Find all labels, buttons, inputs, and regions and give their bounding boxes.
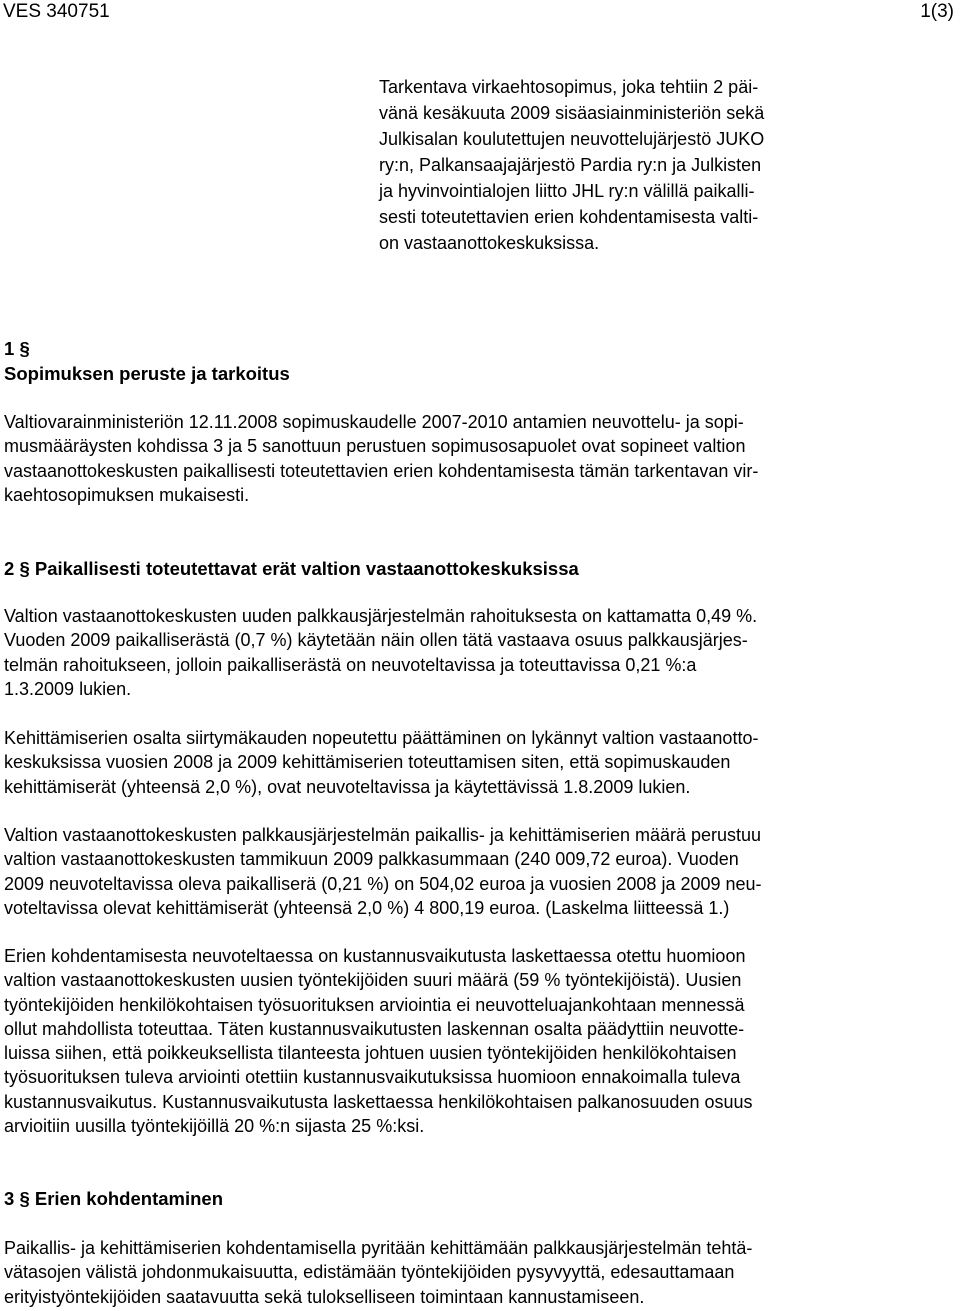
paragraph-line: Valtion vastaanottokeskusten palkkausjärjestelmän paikallis- ja kehittämiserien määrä perustuu	[4, 825, 762, 845]
section-sign: §	[19, 338, 30, 359]
intro-line: Julkisalan koulutettujen neuvottelujärjestö JUKO	[379, 129, 765, 149]
section-number: 2	[4, 558, 15, 579]
section-title: Paikallisesti toteutettavat erät valtion vastaanottokeskuksissa	[34, 558, 579, 579]
section-number: 3	[4, 1188, 15, 1209]
paragraph-line: luissa siihen, että poikkeuksellista tilanteesta johtuen uusien työntekijöiden henkilökohtaisen	[4, 1043, 737, 1064]
paragraph-line: kustannusvaikutus. Kustannusvaikutusta laskettaessa henkilökohtaisen palkanosuuden osuus	[4, 1091, 753, 1112]
paragraph-cost-impact	[4, 944, 956, 1138]
paragraph-line: työntekijöiden henkilökohtaisen työsuorituksen arviointia ei neuvotteluajankohtaan mennessä	[4, 994, 745, 1015]
paragraph-line: ollut mahdollista toteuttaa. Täten kustannusvaikutusten laskennan osalta päädyttiin neuvotte-	[4, 1018, 745, 1039]
paragraph-line: telmän rahoitukseen, jolloin paikalliserästä on neuvoteltavissa ja toteuttavissa 0,21 %:a	[4, 654, 697, 675]
paragraph-line: voteltavissa olevat kehittämiserät (yhteensä 2,0 %) 4 800,19 euroa. (Laskelma liitteessä 1.)	[4, 897, 730, 918]
paragraph-line: Valtiovarainministeriön 12.11.2008 sopimuskaudelle 2007-2010 antamien neuvottelu- ja sopi-	[4, 412, 744, 432]
section-2-heading	[4, 557, 579, 581]
paragraph-line: Vuoden 2009 paikalliserästä (0,7 %) käytetään näin ollen tätä vastaava osuus palkkausjärjes-	[4, 630, 748, 651]
section-3-heading	[4, 1187, 223, 1211]
paragraph-line: Paikallis- ja kehittämiserien kohdentamisella pyritään kehittämään palkkausjärjestelmän tehtä-	[4, 1238, 753, 1258]
section-sign: §	[19, 1188, 30, 1209]
document-reference: VES 340751	[3, 1, 110, 22]
paragraph-line: Valtion vastaanottokeskusten uuden palkkausjärjestelmän rahoituksesta on kattamatta 0,49 %.	[4, 606, 758, 626]
paragraph-allocation	[4, 1236, 956, 1309]
intro-line: vänä kesäkuuta 2009 sisäasiainministeriön sekä	[379, 103, 765, 123]
paragraph-line: vätasojen välistä johdonmukaisuutta, edistämään työntekijöiden pysyvyyttä, edesauttamaan	[4, 1262, 735, 1283]
intro-line: Tarkentava virkaehtosopimus, joka tehtiin 2 päi-	[379, 77, 759, 97]
paragraph-line: arvioitiin uusilla työntekijöillä 20 %:n sijasta 25 %:ksi.	[4, 1116, 425, 1137]
section-number: 1	[4, 338, 15, 359]
paragraph-line: työsuorituksen tuleva arviointi otettiin kustannusvaikutuksissa huomioon ennakoimalla tuleva	[4, 1067, 741, 1088]
intro-line: ry:n, Palkansaajajärjestö Pardia ry:n ja Julkisten	[379, 155, 762, 175]
section-title: Erien kohdentaminen	[34, 1188, 223, 1209]
paragraph-line: musmääräysten kohdissa 3 ja 5 sanottuun perustuen sopimusosapuolet ovat sopineet valtion	[4, 436, 746, 457]
paragraph-line: vastaanottokeskusten paikallisesti toteutettavien erien kohdentamisesta tämän tarkentavan vir-	[4, 460, 759, 481]
intro-line: sesti toteutettavien erien kohdentamisesta valti-	[379, 207, 759, 227]
agreement-intro	[379, 74, 939, 256]
paragraph-basis	[4, 410, 956, 507]
paragraph-line: Kehittämiserien osalta siirtymäkauden nopeutettu päättäminen on lykännyt valtion vastaanotto-	[4, 728, 759, 748]
paragraph-line: kaehtosopimuksen mukaisesti.	[4, 484, 250, 505]
paragraph-amounts	[4, 823, 956, 920]
section-sign: §	[19, 558, 30, 579]
paragraph-line: valtion vastaanottokeskusten uusien työntekijöiden suuri määrä (59 % työntekijöistä). Uusien	[4, 970, 742, 991]
paragraph-line: 1.3.2009 lukien.	[4, 678, 132, 699]
paragraph-line: kehittämiserät (yhteensä 2,0 %), ovat neuvoteltavissa ja käytettävissä 1.8.2009 lukien.	[4, 776, 691, 797]
intro-line: on vastaanottokeskuksissa.	[379, 233, 600, 253]
section-1-number	[4, 337, 30, 361]
paragraph-line: Erien kohdentamisesta neuvoteltaessa on kustannusvaikutusta laskettaessa otettu huomioon	[4, 946, 746, 966]
paragraph-line: keskuksissa vuosien 2008 ja 2009 kehittämiserien toteuttamisen siten, että sopimuskauden	[4, 752, 731, 773]
paragraph-development-items	[4, 726, 956, 799]
paragraph-line: erityistyöntekijöiden saatavuutta sekä tulokselliseen toimintaan kannustamiseen.	[4, 1286, 645, 1307]
page-number: 1(3)	[920, 1, 954, 22]
paragraph-line: valtion vastaanottokeskusten tammikuun 2009 palkkasummaan (240 009,72 euroa). Vuoden	[4, 849, 739, 870]
intro-line: ja hyvinvointialojen liitto JHL ry:n välillä paikalli-	[379, 181, 755, 201]
section-1-heading: Sopimuksen peruste ja tarkoitus	[4, 363, 290, 384]
paragraph-line: 2009 neuvoteltavissa oleva paikalliserä (0,21 %) on 504,02 euroa ja vuosien 2008 ja 2009 neu-	[4, 873, 762, 894]
paragraph-local-items	[4, 604, 956, 701]
